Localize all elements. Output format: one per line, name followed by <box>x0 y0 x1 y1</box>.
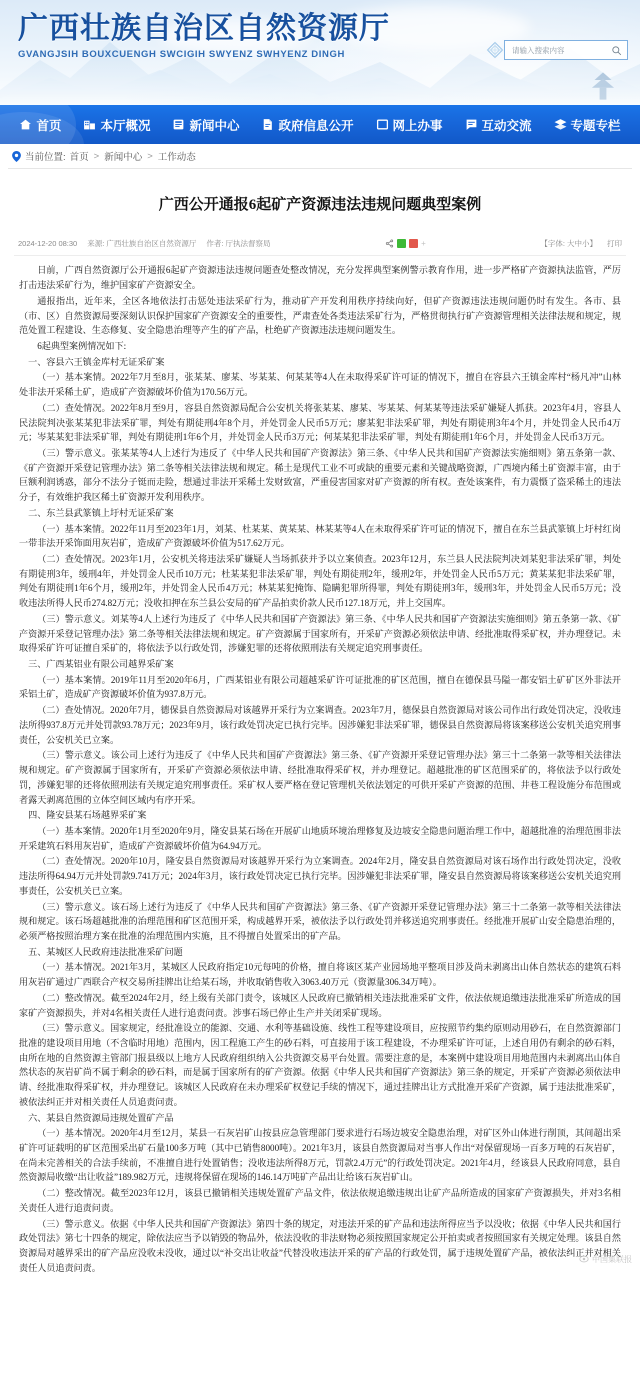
case-heading-4: 四、隆安县某石场越界采矿案 <box>28 810 147 821</box>
nav-item-label: 新闻中心 <box>189 118 240 133</box>
article-paragraph: （一）基本案情。2020年1月至2020年9月，隆安县某石场在开展矿山地质环境治理修复及边坡安全隐患问题治理工作中，超越批准的治理范围非法开采建筑石料用灰岩矿，造成矿产资源破坏价值为64.94万元。 <box>19 825 621 851</box>
search-box[interactable] <box>504 40 628 60</box>
nav-item-news[interactable] <box>161 116 250 134</box>
nav-item-online-service[interactable] <box>365 116 454 134</box>
nav-item-label: 网上办事 <box>392 118 443 133</box>
building-icon <box>83 118 96 131</box>
nav-item-label: 政府信息公开 <box>278 118 354 133</box>
nav-item-label: 专题专栏 <box>570 118 621 133</box>
breadcrumb-separator: > <box>93 150 100 162</box>
font-size-control[interactable]: 【字体: 大中小】 <box>540 239 597 249</box>
news-icon <box>172 118 185 131</box>
article-paragraph: （三）警示意义。刘某等4人上述行为违反了《中华人民共和国矿产资源法》第三条、《中华人民共和国矿产资源法实施细则》第五条第一款、《矿产资源开采登记管理办法》第二条等相关法律法规和规定。矿产资源属于国家所有，开采矿产资源必须依法申请、经批准取得采矿权，并办理登记。未取得采矿许可证擅自采矿的，将依法予以行政处罚，涉嫌犯罪的还将依照刑法有关规定追究刑事责任。 <box>19 613 621 654</box>
weibo-eye-icon <box>579 1254 589 1264</box>
article-paragraph: 通报指出，近年来，全区各地依法打击惩处违法采矿行为，推动矿产开发利用秩序持续向好，但矿产资源违法违规问题仍时有发生。各市、县（市、区）自然资源局要深刻认识保护国家矿产资源安全的重要性，严肃查处各类违法采矿行为，严格贯彻执行矿产资源管理相关法律法规和规定，规范处置工程建设、生态修复、安全隐患治理等产生的矿产品，杜绝矿产资源违法违规问题发生。 <box>19 295 621 336</box>
article-paragraph: （二）查处情况。2022年8月至9月，容县自然资源局配合公安机关将张某某、廖某、岑某某、何某某等违法采矿嫌疑人抓获。2023年4月，容县人民法院判决张某某犯非法采矿罪，判处有期徒刑4年8个月，并处罚金人民币5万元；廖某犯非法采矿罪，判处有期徒刑3年4个月，并处罚金人民币4万元；岑某某犯非法采矿罪，判处有期徒刑1年6个月，并处罚金人民币3万元；何某某犯非法采矿罪，判处有期徒刑1年6个月，并处罚金人民币3万元。 <box>19 402 621 443</box>
breadcrumb-item-work-updates[interactable]: 工作动态 <box>157 152 196 163</box>
article-paragraph: （三）警示意义。张某某等4人上述行为违反了《中华人民共和国矿产资源法》第三条、《中华人民共和国矿产资源法实施细则》第五条第一款、《矿产资源开采登记管理办法》第二条等相关法律法规和规定。稀土是现代工业不可或缺的重要元素和关键战略资源，广西境内稀土矿资源丰富，由于巨额利润诱惑，部分不法分子铤而走险，想通过非法开采稀土发财致富，严重侵害国家对矿产资源的所有权。查处该案件，有力震慑了盗采稀土的违法分子，有效维护我区稀土矿资源开发利用秩序。 <box>19 447 621 503</box>
location-pin-icon <box>12 151 21 162</box>
print-button[interactable]: 打印 <box>607 239 622 249</box>
nav-item-interaction[interactable] <box>454 116 543 134</box>
article-card <box>8 168 632 1291</box>
nav-item-special-topics[interactable] <box>543 116 632 134</box>
breadcrumb <box>0 144 640 168</box>
nav-item-label: 互动交流 <box>481 118 532 133</box>
article-paragraph: （一）基本案情。2022年11月至2023年1月，刘某、杜某某、黄某某、林某某等4人在未取得采矿许可证的情况下，擅自在东兰县武篆镇上圩村红岗一带非法开采饰面用灰岩矿，造成矿产资源破坏价值为517.62万元。 <box>19 523 621 549</box>
case-heading-5: 五、某城区人民政府违法批准采矿问题 <box>28 946 183 957</box>
nav-item-gov-info[interactable] <box>250 116 364 134</box>
article-paragraph: （二）查处情况。2023年1月，公安机关将违法采矿嫌疑人当场抓获并予以立案侦查。2023年12月，东兰县人民法院判决刘某犯非法采矿罪，判处有期徒刑3年，缓刑4年，并处罚金人民币10万元；杜某某犯非法采矿罪，判处有期徒刑2年，缓刑2年，并处罚金人民币5万元；黄某某犯非法采矿罪，判处有期徒刑1年6个月，缓刑2年，并处罚金人民币4万元；林某某犯掩饰、隐瞒犯罪所得罪，判处有期徒刑3年，缓刑3年，并处罚金人民币5万元；没收违法所得人民币274.82万元；没收扣押在东兰县公安局的矿产品拍卖价款人民币127.18万元，并上交国库。 <box>19 554 621 609</box>
nav-item-about[interactable] <box>72 116 161 134</box>
article-paragraph: （二）查处情况。2020年10月，隆安县自然资源局对该越界开采行为立案调查。2024年2月，隆安县自然资源局对该石场作出行政处罚决定，没收违法所得64.94万元并处罚款9.741万元；2024年3月，该行政处罚决定已执行完毕。因涉嫌犯非法采矿罪，隆安县自然资源局将该案移送公安机关追究刑事责任，公安机关已立案。 <box>19 856 621 896</box>
article-paragraph: （一）基本情况。2020年4月至12月，某县一石灰岩矿山按县应急管理部门要求进行石场边坡安全隐患治理，对矿区外山体进行削顶，其间超出采矿许可证载明的矿区范围采出矿石量100多万吨（其中已销售8000吨）。2021年3月，该县自然资源局对当事人作出“对保留现场一百多万吨的石灰岩矿，在尚未完善相关的合法手续前，不准擅自进行处置销售；没收违法所得8万元，罚款2.4万元”的行政处罚决定。2021年4月，经该县人民政府同意，县自然资源局收缴“出让收益”189.982万元，违规将保留在现场的146.14万吨矿产品出让给该石灰岩矿山。 <box>19 1128 621 1183</box>
article-paragraph: 6起典型案例情况如下: <box>37 340 127 351</box>
diamond-decoration-icon <box>486 41 504 59</box>
article-paragraph: （二）整改情况。截至2024年2月，经上级有关部门责令，该城区人民政府已撤销相关违法批准采矿文件，依法依规追缴违法批准采矿所造成的国家矿产资源损失，并对4名相关责任人进行追责问责。涉事石场已停止生产并关闭采矿现场。 <box>19 992 621 1018</box>
home-icon <box>19 118 32 131</box>
watermark <box>579 1254 632 1265</box>
weibo-icon[interactable] <box>409 239 418 248</box>
more-share-button[interactable]: + <box>421 239 426 249</box>
breadcrumb-item-news-center[interactable]: 新闻中心 <box>104 152 143 163</box>
article-paragraph: （三）警示意义。依据《中华人民共和国矿产资源法》第四十条的规定，对违法开采的矿产品和违法所得应当予以没收；依据《中华人民共和国行政处罚法》第七十四条的规定，除依法应当予以销毁的物品外，依法没收的非法财物必须按照国家规定公开拍卖或者按照国家有关规定处理。该县自然资源局对越界采出的矿产品应没收未没收，通过以“补交出让收益”代替没收违法开采的矿产品的行政处罚，属于违规处置矿产品，被依法纠正并对相关责任人员追责问责。 <box>19 1218 621 1273</box>
layers-icon <box>554 118 567 131</box>
article-paragraph: （一）基本案情。2019年11月至2020年6月，广西某铝业有限公司超越采矿许可证批准的矿区范围，擅自在德保县马隘一都安铝土矿矿区外非法开采铝土矿，造成矿产资源破坏价值为937.8万元。 <box>19 674 621 700</box>
case-heading-2: 二、东兰县武篆镇上圩村无证采矿案 <box>28 507 174 518</box>
breadcrumb-separator: > <box>147 150 153 162</box>
watermark-label: 中国集联报 <box>592 1254 632 1264</box>
article-source: 来源: 广西壮族自治区自然资源厅 <box>87 239 197 249</box>
article-paragraph: （一）基本情况。2021年3月，某城区人民政府指定10元每吨的价格，擅自将该区某产业园场地平整项目涉及尚未剥离出山体自然状态的建筑石料用灰岩矿通过广西联合产权交易所挂牌出让给某石场，并收取销售收入3063.40万元（资源量306.34万吨）。 <box>19 962 621 988</box>
case-heading-1: 一、容县六王镇金库村无证采矿案 <box>28 356 165 367</box>
article-title: 广西公开通报6起矿产资源违法违规问题典型案例 <box>158 197 482 214</box>
search-input[interactable]: 请输入搜索内容 <box>512 45 565 55</box>
site-identity <box>18 13 390 60</box>
case-heading-6: 六、某县自然资源局违规处置矿产品 <box>28 1112 174 1123</box>
breadcrumb-label: 当前位置: <box>25 152 66 163</box>
breadcrumb-item-home[interactable]: 首页 <box>69 152 89 163</box>
wechat-icon[interactable] <box>397 239 406 248</box>
site-title: 广西壮族自治区自然资源厅 <box>18 12 390 45</box>
nav-item-home[interactable] <box>8 116 72 134</box>
site-subtitle: GVANGJSIH BOUXCUENGH SWCIGIH SWYENZ SWHYENZ DINGH <box>18 49 345 61</box>
article-paragraph: （二）查处情况。2020年7月，德保县自然资源局对该越界开采行为立案调查。2023年7月，德保县自然资源局对该公司作出行政处罚决定，没收违法所得937.8万元并处罚款93.78万元；2023年9月，该行政处罚决定已执行完毕。因涉嫌犯非法采矿罪，德保县自然资源局将该案移送公安机关追究刑事责任，公安机关已立案。 <box>19 705 621 745</box>
document-open-icon <box>261 118 274 131</box>
search-icon[interactable] <box>611 45 622 56</box>
window-icon <box>376 118 389 131</box>
nav-item-label: 本厅概况 <box>100 118 151 133</box>
article-meta <box>14 238 626 256</box>
article-paragraph: （三）警示意义。该石场上述行为违反了《中华人民共和国矿产资源法》第三条、《矿产资源开采登记管理办法》第三十二条第一款等相关法律法规和规定。该石场超越批准的治理范围和矿区范围开采，构成越界开采，被依法予以行政处罚并移送追究刑事责任。经批准开展矿山安全隐患治理的，必须严格按照治理方案在批准的治理范围内实施，且不得擅自处置采出的矿产品。 <box>19 901 621 941</box>
share-icon[interactable] <box>385 239 394 248</box>
article-paragraph: （三）警示意义。该公司上述行为违反了《中华人民共和国矿产资源法》第三条、《矿产资源开采登记管理办法》第三十二条第一款等相关法律法规和规定。矿产资源属于国家所有，开采矿产资源必须依法申请、经批准取得采矿权，并办理登记。超越批准的矿区范围采矿的，将依法予以行政处罚，涉嫌犯罪的还将依照刑法有关规定追究刑事责任。采矿权人要严格在登记管理机关依法划定的可供开采矿产资源的范围、井巷工程设施分布范围或者露天剥离范围的立体空间区域内有序开采。 <box>19 750 621 805</box>
site-banner <box>0 0 640 105</box>
nav-item-label: 首页 <box>36 118 62 133</box>
main-navigation[interactable] <box>0 105 640 144</box>
article-body <box>14 256 626 1275</box>
article-date: 2024-12-20 08:30 <box>18 239 78 249</box>
article-paragraph: 日前，广西自然资源厅公开通报6起矿产资源违法违规问题查处整改情况，充分发挥典型案例警示教育作用，进一步严格矿产资源执法监管，严厉打击违法采矿行为，维护国家矿产资源安全。 <box>19 265 621 291</box>
article-paragraph: （三）警示意义。国家规定，经批准设立的能源、交通、水利等基础设施、线性工程等建设项目，应按照节约集约原则动用砂石，在自然资源部门批准的建设项目用地（不含临时用地）范围内，因工程施工产生的砂石料，可直接用于该工程建设，不办理采矿许可证，上述自用仍有剩余的砂石料，由所在地的自然资源主管部门报县级以上地方人民政府组织纳入公共资源交易平台处置。需要注意的是，本案例中建设项目用地范围内未剥离出山体自然状态的灰岩矿尚不属于剩余的砂石料，而是属于国家所有的矿产资源。依据《中华人民共和国矿产资源法》第三条的规定，开采矿产资源必须依法申请、经批准取得采矿权，并办理登记。该城区人民政府在未办理采矿权登记手续的情况下，通过挂牌出让方式批准开采矿产资源，属于违法批准采矿，被依法纠正并对相关责任人员追责问责。 <box>19 1023 621 1107</box>
article-paragraph: （二）整改情况。截至2023年12月，该县已撤销相关违规处置矿产品文件，依法依规追缴违规出让矿产品所造成的国家矿产资源损失，并对3名相关责任人进行追责问责。 <box>19 1188 621 1213</box>
share-group[interactable] <box>385 239 426 248</box>
chat-icon <box>465 118 478 131</box>
drum-tower-icon <box>586 69 620 103</box>
article-author: 作者: 厅执法督察局 <box>206 239 271 249</box>
article-paragraph: （一）基本案情。2022年7月至8月，张某某、廖某、岑某某、何某某等4人在未取得采矿许可证的情况下，擅自在容县六王镇金库村“杨凡冲”山林处非法开采稀土矿，造成矿产资源破坏价值为170.56万元。 <box>19 372 621 398</box>
case-heading-3: 三、广西某铝业有限公司越界采矿案 <box>28 659 174 670</box>
